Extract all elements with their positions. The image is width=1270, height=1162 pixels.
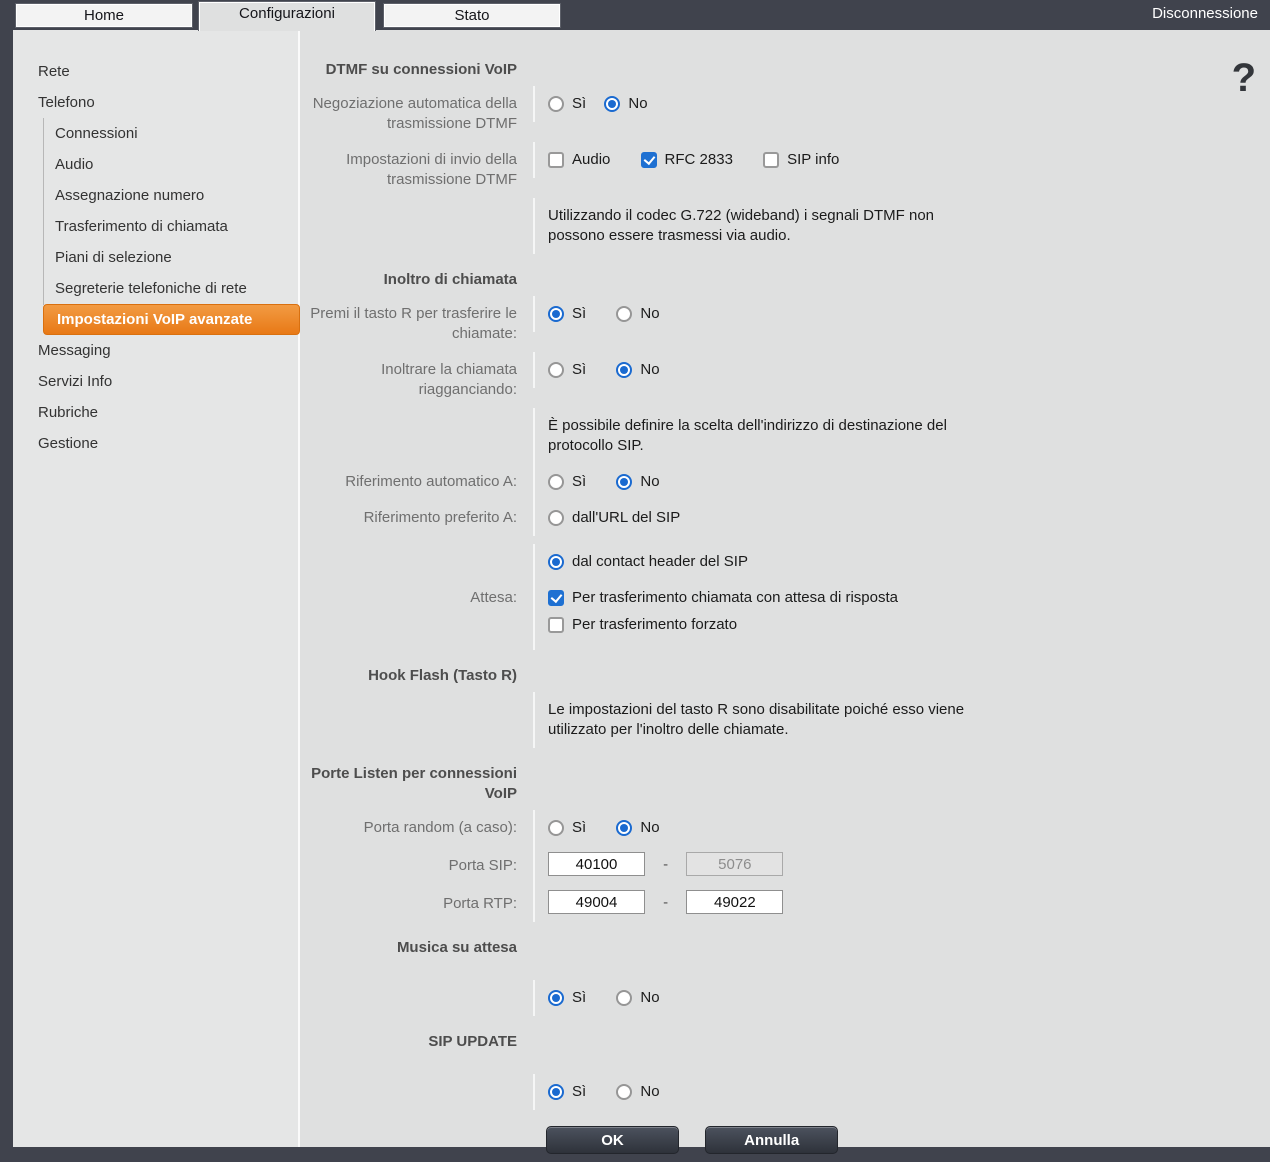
- auto-refer-radio-no[interactable]: [616, 472, 659, 492]
- section-heading-dtmf: [300, 44, 1270, 86]
- help-icon[interactable]: ?: [1231, 56, 1256, 100]
- radio-circle: [616, 990, 632, 1006]
- field-label: Premi il tasto R per trasferire le chiamate:: [310, 305, 517, 342]
- sidebar-item-servizi-info[interactable]: Servizi Info: [38, 373, 113, 390]
- radio-circle: [616, 306, 632, 322]
- ok-button[interactable]: OK: [546, 1126, 679, 1154]
- checkbox-label: Per trasferimento chiamata con attesa di risposta: [572, 589, 898, 607]
- rtp-port-from-input[interactable]: [548, 890, 645, 914]
- dtmf-negotiation-radio-no[interactable]: [604, 94, 647, 114]
- tab-stato[interactable]: Stato: [383, 3, 561, 28]
- sidebar-item-segreterie-telefoniche[interactable]: Segreterie telefoniche di rete: [55, 280, 247, 297]
- radio-circle: [616, 474, 632, 490]
- radio-label: No: [640, 473, 660, 491]
- checkbox-box: [641, 152, 657, 168]
- field-label: Impostazioni di invio della trasmissione DTMF: [346, 151, 517, 188]
- checkbox-label: RFC 2833: [664, 151, 733, 169]
- checkbox-label: SIP info: [787, 151, 840, 169]
- section-heading: SIP UPDATE: [428, 1033, 517, 1051]
- row-rtp-port: [300, 884, 1270, 922]
- section-heading: Hook Flash (Tasto R): [368, 667, 517, 685]
- auto-refer-radio-yes[interactable]: [548, 472, 586, 492]
- logout-link[interactable]: Disconnessione: [1152, 5, 1258, 22]
- sidebar-item-audio[interactable]: Audio: [55, 156, 94, 173]
- field-label: Riferimento preferito A:: [363, 509, 517, 527]
- radio-label: No: [640, 989, 660, 1007]
- row-auto-refer: [300, 464, 1270, 500]
- hold-checkbox-blind-transfer[interactable]: [548, 615, 1270, 635]
- section-heading: DTMF su connessioni VoIP: [325, 61, 517, 78]
- hangup-transfer-radio-no[interactable]: [616, 360, 659, 380]
- row-sip-port: [300, 846, 1270, 884]
- sidebar-item-impostazioni-voip-avanzate[interactable]: Impostazioni VoIP avanzate: [43, 304, 300, 335]
- radio-label: Sì: [572, 1083, 587, 1101]
- page-body: [13, 30, 1270, 1147]
- music-on-hold-radio-no[interactable]: [616, 988, 659, 1008]
- row-random-port: [300, 810, 1270, 846]
- r-key-radio-yes[interactable]: [548, 304, 586, 324]
- radio-circle: [548, 362, 564, 378]
- checkbox-box: [548, 617, 564, 633]
- row-dtmf-negotiation: [300, 86, 1270, 142]
- radio-label: Sì: [572, 361, 587, 379]
- row-buttons: [300, 1118, 1270, 1162]
- checkbox-box: [548, 152, 564, 168]
- sip-port-to-input: [686, 852, 783, 876]
- radio-circle: [548, 96, 564, 112]
- r-key-radio-no[interactable]: [616, 304, 659, 324]
- main-content: [300, 30, 1270, 1147]
- random-port-radio-yes[interactable]: [548, 818, 586, 838]
- radio-circle: [616, 820, 632, 836]
- section-heading: Musica su attesa: [396, 939, 517, 957]
- sidebar-item-rubriche[interactable]: Rubriche: [38, 404, 99, 421]
- field-label: Riferimento automatico A:: [345, 473, 517, 490]
- radio-label: No: [640, 305, 660, 323]
- row-preferred-refer: [300, 500, 1270, 536]
- radio-label: No: [628, 95, 648, 113]
- section-heading-sip-update: [300, 1016, 1270, 1058]
- radio-label: Sì: [572, 305, 587, 323]
- checkbox-box: [763, 152, 779, 168]
- radio-circle: [616, 1084, 632, 1100]
- radio-circle: [548, 1084, 564, 1100]
- checkbox-box: [548, 590, 564, 606]
- section-heading: Porte Listen per connessioni VoIP: [311, 765, 517, 803]
- radio-circle: [548, 990, 564, 1006]
- field-label: Porta RTP:: [443, 895, 517, 913]
- cancel-button[interactable]: Annulla: [705, 1126, 838, 1154]
- sidebar-item-trasferimento-di-chiamata[interactable]: Trasferimento di chiamata: [55, 218, 228, 235]
- tab-home[interactable]: Home: [15, 3, 193, 28]
- hold-checkbox-attended-transfer[interactable]: [548, 588, 1270, 608]
- row-hold: [300, 580, 1270, 650]
- radio-circle: [604, 96, 620, 112]
- radio-label: Sì: [572, 473, 587, 491]
- radio-circle: [548, 474, 564, 490]
- field-label: Attesa:: [470, 589, 517, 607]
- row-dtmf-note: [300, 198, 1270, 254]
- radio-label: No: [640, 819, 660, 837]
- sidebar-item-piani-di-selezione[interactable]: Piani di selezione: [55, 249, 172, 266]
- sip-update-radio-yes[interactable]: [548, 1082, 586, 1102]
- radio-label: No: [640, 1083, 660, 1101]
- field-label: Porta random (a caso):: [363, 819, 517, 837]
- tab-configurazioni[interactable]: Configurazioni: [198, 1, 376, 31]
- top-bar: [0, 0, 1270, 30]
- dtmf-send-checkbox-rfc2833[interactable]: [641, 150, 733, 170]
- section-heading-listen-ports: [300, 748, 1270, 810]
- row-hangup-transfer: [300, 352, 1270, 408]
- hangup-transfer-radio-yes[interactable]: [548, 360, 586, 380]
- radio-circle: [548, 306, 564, 322]
- dtmf-send-checkbox-sip-info[interactable]: [763, 150, 839, 170]
- dtmf-send-checkbox-audio[interactable]: [548, 150, 610, 170]
- row-music-on-hold: [300, 980, 1270, 1016]
- sidebar-item-messaging[interactable]: Messaging: [38, 342, 111, 359]
- range-separator: -: [663, 855, 669, 873]
- preferred-refer-radio-contact-header[interactable]: [548, 552, 748, 572]
- dtmf-negotiation-radio-yes[interactable]: [548, 94, 586, 114]
- hook-flash-note-text: Le impostazioni del tasto R sono disabilitate poiché esso viene utilizzato per l'inoltro delle chiamate.: [548, 701, 965, 739]
- sidebar-item-rete[interactable]: Rete: [38, 63, 70, 80]
- radio-label: No: [640, 361, 660, 379]
- random-port-radio-no[interactable]: [616, 818, 659, 838]
- radio-label: Sì: [572, 989, 587, 1007]
- section-heading-hook-flash: [300, 650, 1270, 692]
- radio-label: Sì: [572, 95, 587, 113]
- radio-circle: [548, 820, 564, 836]
- rtp-port-to-input[interactable]: [686, 890, 783, 914]
- row-refer-note: [300, 408, 1270, 464]
- preferred-refer-radio-sip-url[interactable]: [548, 508, 680, 528]
- radio-label: Sì: [572, 819, 587, 837]
- sidebar-item-gestione[interactable]: Gestione: [38, 435, 99, 452]
- row-sip-update: [300, 1074, 1270, 1110]
- sidebar-item-assegnazione-numero[interactable]: Assegnazione numero: [55, 187, 205, 204]
- sip-update-radio-no[interactable]: [616, 1082, 659, 1102]
- field-label: Inoltrare la chiamata riagganciando:: [381, 361, 517, 398]
- range-separator: -: [663, 893, 669, 911]
- radio-label: dall'URL del SIP: [572, 509, 681, 527]
- dtmf-note-text: Utilizzando il codec G.722 (wideband) i segnali DTMF non possono essere trasmessi via audio.: [548, 207, 935, 244]
- radio-label: dal contact header del SIP: [572, 553, 748, 571]
- field-label: Negoziazione automatica della trasmissione DTMF: [312, 95, 517, 132]
- refer-note-text: È possibile definire la scelta dell'indirizzo di destinazione del protocollo SIP.: [548, 417, 947, 454]
- row-hook-flash-note: [300, 692, 1270, 748]
- radio-circle: [548, 554, 564, 570]
- row-dtmf-send-settings: [300, 142, 1270, 198]
- row-preferred-refer-contact: [300, 544, 1270, 580]
- sidebar-item-connessioni[interactable]: Connessioni: [55, 125, 138, 142]
- sidebar-item-telefono[interactable]: Telefono: [38, 94, 95, 111]
- section-heading-music-on-hold: [300, 922, 1270, 964]
- music-on-hold-radio-yes[interactable]: [548, 988, 586, 1008]
- checkbox-label: Per trasferimento forzato: [572, 616, 738, 634]
- sidebar-nav: [13, 30, 300, 1147]
- radio-circle: [548, 510, 564, 526]
- section-heading-inoltro: [300, 254, 1270, 296]
- checkbox-label: Audio: [572, 151, 611, 169]
- section-heading: Inoltro di chiamata: [383, 271, 517, 288]
- sip-port-from-input[interactable]: [548, 852, 645, 876]
- field-label: Porta SIP:: [448, 857, 517, 875]
- row-r-key-transfer: [300, 296, 1270, 352]
- radio-circle: [616, 362, 632, 378]
